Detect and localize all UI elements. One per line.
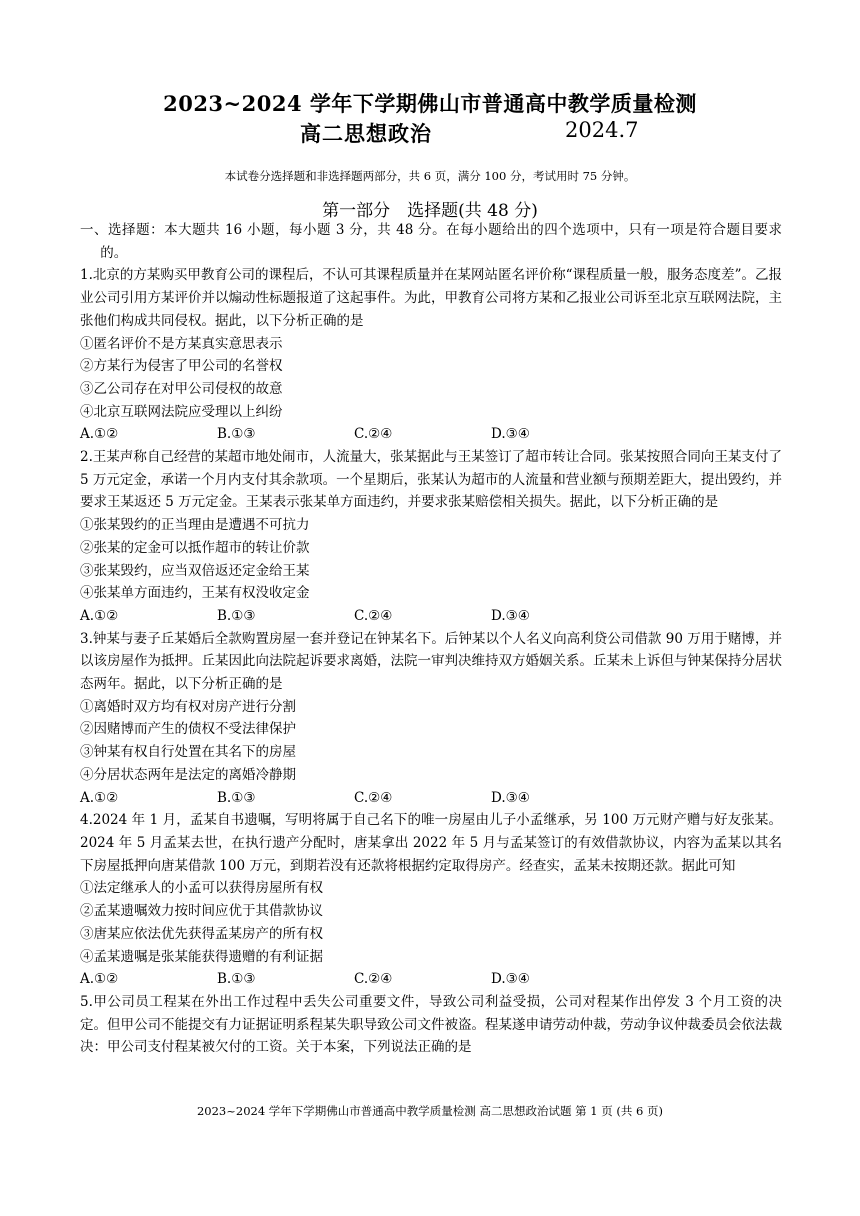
question-4 [80, 809, 782, 991]
option: ③钟某有权自行处置在其名下的房屋 [80, 744, 296, 761]
choice-b: B.①③ [217, 607, 256, 624]
choice-b: B.①③ [217, 426, 256, 443]
question-stem: 4.2024 年 1 月，孟某自书遗嘱，写明将属于自己名下的唯一房屋由儿子小孟继承，另 100 万元财产赠与好友张某。2024 年 5 月孟某去世，在执行遗产分配时，唐某拿出 2022 年 5 月与孟某签订的有效借款协议，内容为孟某以其名下房屋抵押向唐某借款 100 万元，到期若没有还款将根据约定取得房产。经查实，孟某未按期还款。据此可知 [80, 812, 782, 874]
question-stem: 2.王某声称自己经营的某超市地处闹市，人流量大，张某据此与王某签订了超市转让合同。张某按照合同向王某支付了 5 万元定金，承诺一个月内支付其余款项。一个星期后，张某认为超市的人流量和营业额与预期差距大，提出毁约，并要求王某返还 5 万元定金。王某表示张某单方面违约，并要求张某赔偿相关损失。据此，以下分析正确的是 [80, 449, 782, 511]
answer-choices [80, 605, 782, 628]
exam-note: 本试卷分选择题和非选择题两部分，共 6 页，满分 100 分，考试用时 75 分钟。 [224, 169, 636, 183]
questions-area [80, 219, 782, 1059]
choice-d: D.③④ [491, 789, 530, 806]
choice-a: A.①② [80, 971, 119, 988]
exam-date: 2024.7 [565, 118, 639, 142]
option: ②因赌博而产生的债权不受法律保护 [80, 721, 296, 738]
option: ③张某毁约，应当双倍返还定金给王某 [80, 562, 310, 579]
choice-a: A.①② [80, 426, 119, 443]
option: ②张某的定金可以抵作超市的转让价款 [80, 539, 310, 556]
question-3 [80, 628, 782, 810]
choice-c: C.②④ [354, 971, 393, 988]
option: ④张某单方面违约，王某有权没收定金 [80, 585, 310, 602]
choice-d: D.③④ [491, 426, 530, 443]
exam-title: 2023~2024 学年下学期佛山市普通高中教学质量检测 [163, 91, 697, 116]
question-1 [80, 264, 782, 446]
choice-c: C.②④ [354, 607, 393, 624]
question-stem: 5.甲公司员工程某在外出工作过程中丢失公司重要文件，导致公司利益受损，公司对程某作出停发 3 个月工资的决定。但甲公司不能提交有力证据证明系程某失职导致公司文件被盗。程某遂申请劳动仲裁，劳动争议仲裁委员会依法裁决：甲公司支付程某被欠付的工资。关于本案，下列说法正确的是 [80, 993, 782, 1056]
choice-d: D.③④ [491, 607, 530, 624]
choice-b: B.①③ [217, 971, 256, 988]
option: ②孟某遗嘱效力按时间应优于其借款协议 [80, 903, 323, 920]
question-stem: 3.钟某与妻子丘某婚后全款购置房屋一套并登记在钟某名下。后钟某以个人名义向高利贷公司借款 90 万用于赌博，并以该房屋作为抵押。丘某因此向法院起诉要求离婚，法院一审判决维持双方婚姻关系。丘某未上诉但与钟某保持分居状态两年。据此，以下分析正确的是 [80, 630, 782, 693]
option: ④分居状态两年是法定的离婚冷静期 [80, 766, 296, 783]
option: ①匿名评价不是方某真实意思表示 [80, 335, 283, 352]
option: ①张某毁约的正当理由是遭遇不可抗力 [80, 517, 310, 534]
option: ①离婚时双方均有权对房产进行分割 [80, 698, 296, 715]
option: ①法定继承人的小孟可以获得房屋所有权 [80, 880, 323, 897]
choice-a: A.①② [80, 789, 119, 806]
choice-c: C.②④ [354, 789, 393, 806]
section-title: 第一部分 选择题(共 48 分) [322, 201, 538, 221]
question-5 [80, 991, 782, 1059]
answer-choices [80, 787, 782, 810]
option: ④北京互联网法院应受理以上纠纷 [80, 403, 283, 420]
choice-a: A.①② [80, 607, 119, 624]
answer-choices [80, 423, 782, 446]
option: ③乙公司存在对甲公司侵权的故意 [80, 380, 283, 397]
question-stem: 1.北京的方某购买甲教育公司的课程后，不认可其课程质量并在某网站匿名评价称“课程质量一般，服务态度差”。乙报业公司引用方某评价并以煽动性标题报道了这起事件。为此，甲教育公司将方某和乙报业公司诉至北京互联网法院，主张他们构成共同侵权。据此，以下分析正确的是 [80, 267, 782, 329]
option: ②方某行为侵害了甲公司的名誉权 [80, 358, 283, 375]
page-footer: 2023~2024 学年下学期佛山市普通高中教学质量检测 高二思想政治试题 第 1 页 (共 6 页) [196, 1104, 664, 1118]
option: ③唐某应依法优先获得孟某房产的所有权 [80, 925, 323, 942]
choice-b: B.①③ [217, 789, 256, 806]
subject-title: 高二思想政治 [300, 121, 432, 146]
choice-c: C.②④ [354, 426, 393, 443]
section-instruction: 一、选择题：本大题共 16 小题，每小题 3 分，共 48 分。在每小题给出的四个选项中，只有一项是符合题目要求的。 [80, 222, 782, 261]
choice-d: D.③④ [491, 971, 530, 988]
answer-choices [80, 968, 782, 991]
option: ④孟某遗嘱是张某能获得遗赠的有利证据 [80, 948, 323, 965]
question-2 [80, 446, 782, 628]
